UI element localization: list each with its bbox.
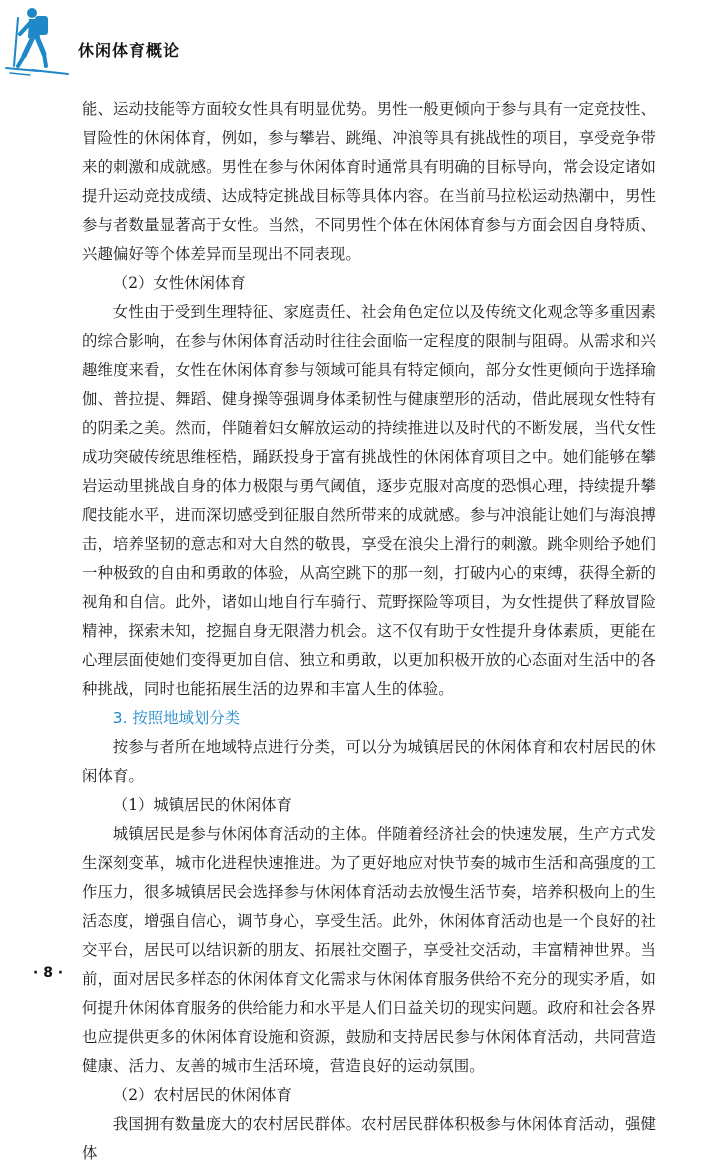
- section-heading-by-region: 3. 按照地域划分类: [112, 709, 241, 727]
- paragraph-female-leisure-sports: 女性由于受到生理特征、家庭责任、社会角色定位以及传统文化观念等多重因素的综合影响，在参与休闲体育活动时往往会面临一定程度的限制与阻碍。从需求和兴趣维度来看，女性在休闲体育参与领域可能具有特定倾向，部分女性更倾向于选择瑜伽、普拉提、舞蹈、健身操等强调身体柔韧性与健康塑形的活动，借此展现女性特有的阴柔之美。然而，伴随着妇女解放运动的持续推进以及时代的不断发展，当代女性成功突破传统思维桎梏，踊跃投身于富有挑战性的休闲体育项目之中。她们能够在攀岩运动里挑战自身的体力极限与勇气阈值，逐步克服对高度的恐惧心理，持续提升攀爬技能水平，进而深切感受到征服自然所带来的成就感。参与冲浪能让她们与海浪搏击，培养坚韧的意志和对大自然的敬畏，享受在浪尖上滑行的刺激。跳伞则给予她们一种极致的自由和勇敢的体验，从高空跳下的那一刻，打破内心的束缚，获得全新的视角和自信。此外，诸如山地自行车骑行、荒野探险等项目，为女性提供了释放冒险精神，探索未知，挖掘自身无限潜力机会。这不仅有助于女性提升身体素质，更能在心理层面使她们变得更加自信、独立和勇敢，以更加积极开放的心态面对生活中的各种挑战，同时也能拓展生活的边界和丰富人生的体验。: [82, 303, 656, 698]
- subheading-rural-residents: （2）农村居民的休闲体育: [112, 1086, 292, 1104]
- paragraph-male-continued: 能、运动技能等方面较女性具有明显优势。男性一般更倾向于参与具有一定竞技性、冒险性的休闲体育，例如，参与攀岩、跳绳、冲浪等具有挑战性的项目，享受竞争带来的刺激和成就感。男性在参与休闲体育时通常具有明确的目标导向，常会设定诸如提升运动竞技成绩、达成特定挑战目标等具体内容。在当前马拉松运动热潮中，男性参与者数量显著高于女性。当然，不同男性个体在休闲体育参与方面会因自身特质、兴趣偏好等个体差异而呈现出不同表现。: [82, 100, 656, 263]
- page-number: · 8 ·: [33, 965, 64, 981]
- page-header: [0, 0, 728, 80]
- paragraph-urban-residents: 城镇居民是参与休闲体育活动的主体。伴随着经济社会的快速发展，生产方式发生深刻变革，城市化进程快速推进。为了更好地应对快节奏的城市生活和高强度的工作压力，很多城镇居民会选择参与休闲体育活动去放慢生活节奏，培养积极向上的生活态度，增强自信心，调节身心，享受生活。此外，休闲体育活动也是一个良好的社交平台，居民可以结识新的朋友、拓展社交圈子，享受社交活动，丰富精神世界。当前，面对居民多样态的休闲体育文化需求与休闲体育服务供给不充分的现实矛盾，如何提升休闲体育服务的供给能力和水平是人们日益关切的现实问题。政府和社会各界也应提供更多的休闲体育设施和资源，鼓励和支持居民参与休闲体育活动，共同营造健康、活力、友善的城市生活环境，营造良好的运动氛围。: [82, 825, 656, 1075]
- page-body: [82, 95, 656, 1168]
- subheading-female-leisure-sports: （2）女性休闲体育: [112, 274, 246, 292]
- subheading-urban-residents: （1）城镇居民的休闲体育: [112, 796, 292, 814]
- hiker-icon: [2, 4, 72, 76]
- book-title: 休闲体育概论: [78, 41, 181, 60]
- paragraph-rural-residents: 我国拥有数量庞大的农村居民群体。农村居民群体积极参与休闲体育活动，强健体: [82, 1115, 656, 1162]
- paragraph-region-intro: 按参与者所在地域特点进行分类，可以分为城镇居民的休闲体育和农村居民的休闲体育。: [82, 738, 656, 785]
